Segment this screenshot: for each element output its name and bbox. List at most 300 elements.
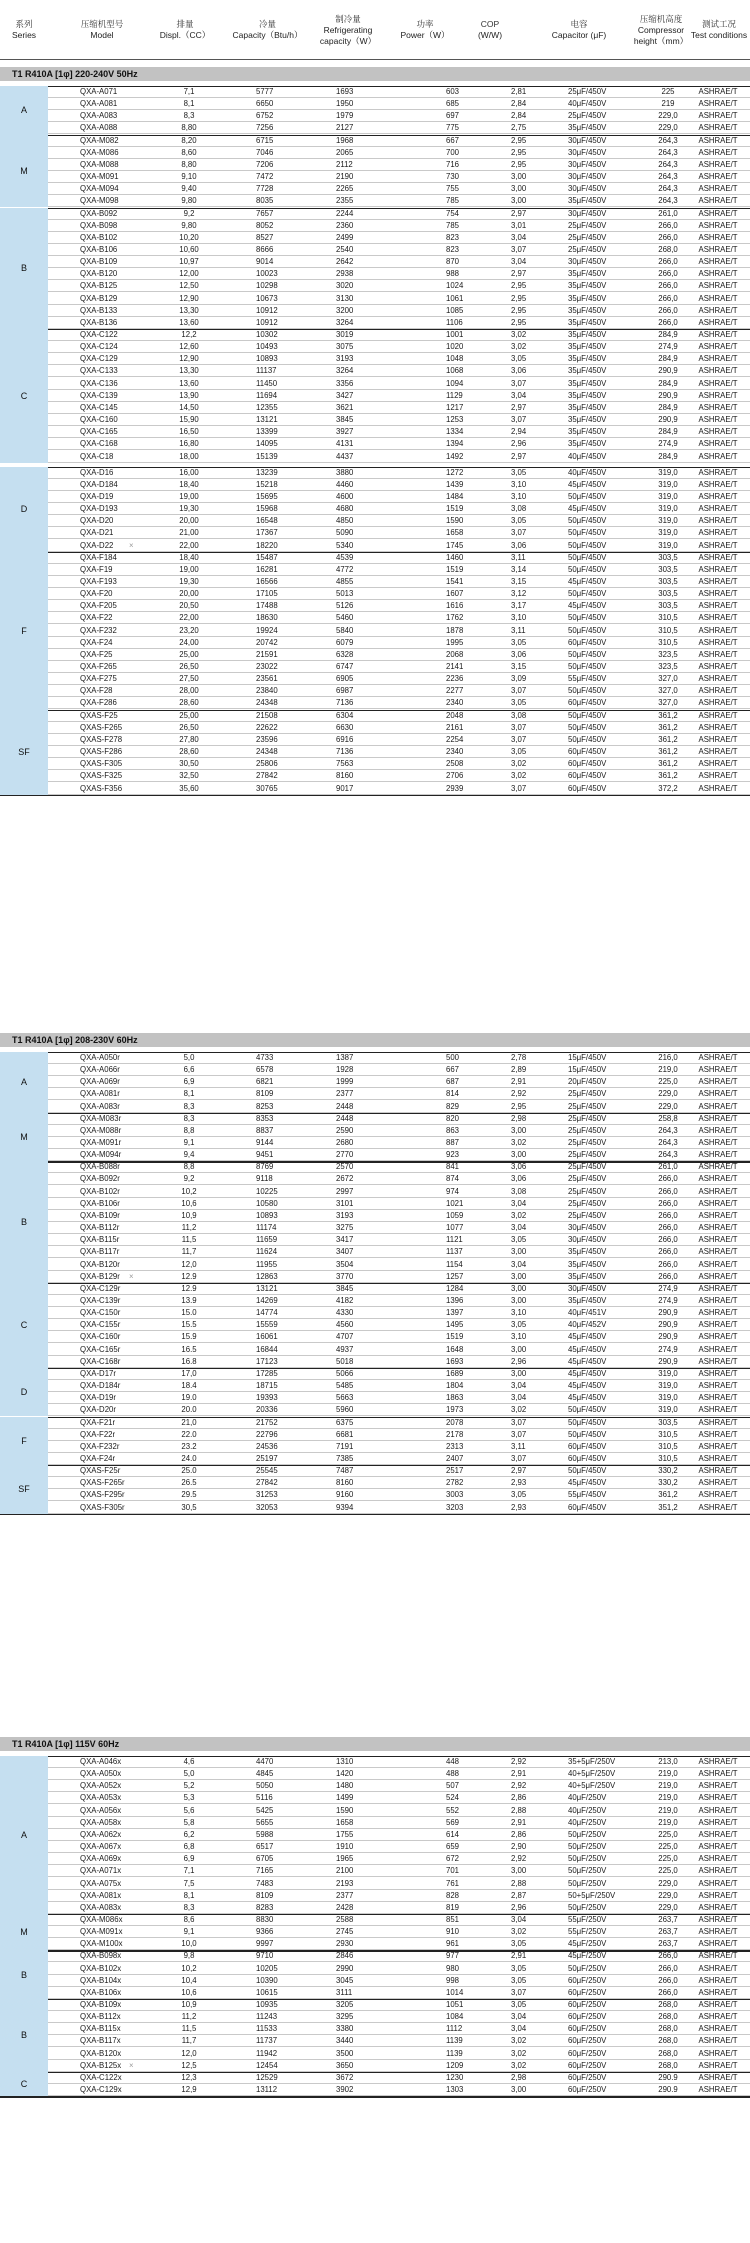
table-row	[48, 1805, 750, 1817]
cell-capa: 35μF/450V	[568, 269, 607, 279]
cell-model: QXA-A046x	[80, 1757, 122, 1766]
cell-pow: 1061	[446, 293, 464, 303]
cell-capa: 45μF/450V	[568, 1332, 607, 1342]
cell-cop: 3,04	[511, 390, 527, 400]
cell-disp: 5,6	[183, 1805, 195, 1815]
cell-rcap: 3500	[336, 2048, 354, 2058]
cell-cap: 8353	[256, 1113, 274, 1123]
cell-cap: 10390	[256, 1975, 278, 1985]
cell-cop: 3,02	[511, 771, 527, 781]
cell-cap: 6752	[256, 111, 274, 121]
cell-cop: 3,00	[511, 1368, 527, 1378]
cell-capa: 25μF/450V	[568, 1138, 607, 1148]
table-row	[48, 783, 750, 795]
cell-test: ASHRAE/T	[698, 305, 738, 315]
cell-disp: 8,1	[183, 1890, 195, 1900]
cell-pow: 1616	[446, 601, 464, 611]
note-mark: ×	[129, 540, 134, 550]
section-end-divider	[0, 795, 750, 796]
cell-test: ASHRAE/T	[698, 1914, 738, 1924]
cell-test: ASHRAE/T	[698, 317, 738, 327]
cell-rcap: 2112	[336, 159, 353, 169]
cell-cap: 11174	[256, 1223, 277, 1233]
cell-cop: 3,00	[511, 1295, 527, 1305]
table-row	[48, 195, 750, 207]
cell-rcap: 1968	[336, 135, 354, 145]
cell-model: QXA-M094r	[80, 1150, 122, 1160]
cell-test: ASHRAE/T	[698, 1259, 738, 1269]
cell-disp: 23,20	[179, 625, 199, 635]
cell-pow: 2340	[446, 747, 464, 757]
cell-rcap: 1910	[336, 1842, 354, 1852]
cell-capa: 50μF/450V	[568, 710, 607, 720]
cell-hgt: 303,5	[658, 576, 678, 586]
cell-capa: 50μF/450V	[568, 1405, 607, 1415]
cell-rcap: 3020	[336, 281, 354, 291]
cell-model: QXA-F25	[80, 649, 113, 659]
cell-cop: 3,02	[511, 330, 527, 339]
cell-hgt: 213,0	[658, 1757, 678, 1766]
cell-hgt: 284,9	[658, 330, 678, 339]
cell-disp: 12,60	[179, 342, 199, 352]
cell-pow: 697	[446, 111, 460, 121]
cell-cap: 11955	[256, 1259, 278, 1269]
cell-pow: 1658	[446, 528, 464, 538]
cell-cap: 10023	[256, 269, 278, 279]
cell-disp: 30,5	[181, 1502, 197, 1512]
table-row	[48, 697, 750, 709]
cell-rcap: 5018	[336, 1356, 354, 1366]
cell-capa: 55μF/250V	[568, 1927, 607, 1937]
cell-rcap: 1979	[336, 111, 354, 121]
series-group	[0, 208, 750, 330]
cell-test: ASHRAE/T	[698, 2060, 738, 2070]
cell-rcap: 5340	[336, 540, 354, 550]
cell-disp: 8,6	[183, 1914, 195, 1924]
cell-pow: 998	[446, 1975, 460, 1985]
table-row	[48, 673, 750, 685]
series-group	[0, 135, 750, 208]
cell-disp: 35,60	[179, 783, 199, 793]
cell-cap: 23840	[256, 686, 278, 696]
cell-model: QXA-M088	[80, 159, 119, 169]
table-row	[48, 183, 750, 195]
cell-hgt: 219,0	[658, 1817, 678, 1827]
header-capacitor: 电容 Capacitor (μF)	[551, 19, 607, 40]
cell-cap: 4733	[256, 1053, 274, 1062]
cell-cop: 2,90	[511, 1842, 527, 1852]
cell-cop: 3,02	[511, 1927, 527, 1937]
series-group	[0, 467, 750, 552]
cell-rcap: 2997	[336, 1186, 354, 1196]
cell-hgt: 229,0	[658, 1089, 678, 1099]
cell-disp: 26,50	[179, 662, 199, 672]
cell-test: ASHRAE/T	[698, 576, 738, 586]
cell-hgt: 229,0	[658, 1890, 678, 1900]
series-label: F	[0, 552, 48, 710]
table-row	[48, 1987, 750, 1999]
cell-pow: 1077	[446, 1223, 464, 1233]
cell-capa: 35μF/450V	[568, 342, 607, 352]
cell-disp: 10,97	[179, 257, 199, 267]
series-label: SF	[0, 710, 48, 795]
cell-model: QXA-C133	[80, 366, 118, 376]
cell-rcap: 1755	[336, 1829, 354, 1839]
cell-capa: 20μF/450V	[568, 1077, 607, 1087]
cell-capa: 50μF/450V	[568, 625, 607, 635]
cell-disp: 21,0	[181, 1417, 197, 1427]
cell-capa: 60μF/250V	[568, 2072, 607, 2082]
cell-rcap: 4539	[336, 552, 354, 562]
table-row	[48, 390, 750, 402]
cell-model: QXA-B092	[80, 208, 118, 218]
table-row	[48, 2035, 750, 2047]
cell-test: ASHRAE/T	[698, 1283, 738, 1293]
cell-model: QXA-A069x	[80, 1854, 122, 1864]
cell-test: ASHRAE/T	[698, 1502, 738, 1512]
cell-cap: 17488	[256, 601, 278, 611]
cell-pow: 2939	[446, 783, 464, 793]
cell-disp: 6,6	[183, 1065, 195, 1075]
cell-hgt: 264,3	[658, 135, 678, 145]
cell-hgt: 266,0	[658, 1259, 678, 1269]
table-row	[48, 1259, 750, 1271]
cell-model: QXA-F232r	[80, 1441, 120, 1451]
table-row	[48, 365, 750, 377]
table-row	[48, 1780, 750, 1792]
cell-test: ASHRAE/T	[698, 451, 738, 461]
cell-hgt: 290,9	[658, 1320, 678, 1330]
cell-pow: 1519	[446, 504, 464, 514]
cell-disp: 9,40	[181, 184, 197, 194]
cell-test: ASHRAE/T	[698, 1344, 738, 1354]
cell-capa: 25μF/450V	[568, 1125, 607, 1135]
table-row	[48, 220, 750, 232]
cell-pow: 863	[446, 1125, 460, 1135]
cell-pow: 1460	[446, 552, 464, 562]
cell-cap: 15139	[256, 451, 278, 461]
cell-capa: 60μF/450V	[568, 747, 607, 757]
cell-rcap: 2190	[336, 172, 354, 182]
table-row	[48, 661, 750, 673]
cell-rcap: 6375	[336, 1417, 354, 1427]
cell-model: QXA-F205	[80, 601, 117, 611]
cell-disp: 7,1	[183, 1866, 195, 1876]
cell-test: ASHRAE/T	[698, 1781, 738, 1791]
cell-model: QXA-B109x	[80, 2000, 122, 2009]
cell-rcap: 5485	[336, 1381, 354, 1391]
cell-cop: 3,00	[511, 1271, 527, 1281]
cell-test: ASHRAE/T	[698, 1963, 738, 1973]
cell-hgt: 327,0	[658, 686, 678, 696]
cell-pow: 2277	[446, 686, 464, 696]
cell-cop: 2,92	[511, 1089, 527, 1099]
cell-cap: 7256	[256, 123, 274, 133]
cell-cap: 30765	[256, 783, 278, 793]
cell-cop: 3,00	[511, 1344, 527, 1354]
cell-hgt: 284,9	[658, 402, 678, 412]
cell-hgt: 361,2	[658, 710, 678, 720]
cell-cap: 25545	[256, 1466, 278, 1476]
cell-model: QXAS-F325	[80, 771, 123, 781]
cell-test: ASHRAE/T	[698, 1332, 738, 1342]
cell-hgt: 219,0	[658, 1065, 678, 1075]
cell-disp: 10,60	[179, 244, 199, 254]
cell-disp: 8,1	[183, 99, 195, 109]
cell-disp: 7,1	[183, 87, 195, 96]
cell-hgt: 274,9	[658, 1295, 678, 1305]
cell-model: QXA-C129	[80, 354, 118, 364]
cell-rcap: 3111	[336, 1987, 353, 1997]
cell-capa: 40μF/451V	[568, 1308, 607, 1318]
cell-test: ASHRAE/T	[698, 293, 738, 303]
cell-cap: 20336	[256, 1405, 278, 1415]
cell-rcap: 3427	[336, 390, 354, 400]
cell-disp: 22,00	[179, 540, 199, 550]
cell-rcap: 1928	[336, 1065, 354, 1075]
cell-pow: 1020	[446, 342, 464, 352]
cell-test: ASHRAE/T	[698, 662, 738, 672]
cell-model: QXA-C122x	[80, 2072, 122, 2082]
cell-capa: 35μF/450V	[568, 354, 607, 364]
cell-disp: 25,00	[179, 649, 199, 659]
cell-disp: 9,1	[183, 1138, 195, 1148]
cell-cop: 3,05	[511, 2000, 527, 2009]
cell-capa: 50μF/450V	[568, 722, 607, 732]
cell-disp: 8,8	[183, 1162, 195, 1172]
cell-pow: 828	[446, 1890, 460, 1900]
cell-cop: 3,10	[511, 1332, 527, 1342]
cell-hgt: 319,0	[658, 540, 678, 550]
cell-test: ASHRAE/T	[698, 1125, 738, 1135]
cell-cop: 3,04	[511, 1259, 527, 1269]
cell-model: QXA-M091r	[80, 1138, 122, 1148]
cell-capa: 60μF/250V	[568, 2000, 607, 2009]
table-row	[48, 637, 750, 649]
cell-test: ASHRAE/T	[698, 1381, 738, 1391]
cell-rcap: 2448	[336, 1113, 354, 1123]
cell-cop: 3,07	[511, 378, 527, 388]
cell-hgt: 361,2	[658, 1490, 678, 1500]
cell-model: QXA-C139r	[80, 1295, 121, 1305]
cell-capa: 40μF/452V	[568, 1320, 607, 1330]
series-group	[0, 1113, 750, 1162]
cell-model: QXA-B106x	[80, 1987, 122, 1997]
cell-pow: 1106	[446, 317, 463, 327]
table-row	[48, 1052, 750, 1064]
cell-hgt: 310,5	[658, 1453, 678, 1463]
cell-disp: 12,00	[179, 269, 199, 279]
cell-capa: 35μF/450V	[568, 1271, 607, 1281]
cell-hgt: 266,0	[658, 1223, 678, 1233]
cell-pow: 754	[446, 208, 460, 218]
cell-test: ASHRAE/T	[698, 1295, 738, 1305]
cell-pow: 1094	[446, 378, 464, 388]
cell-test: ASHRAE/T	[698, 516, 738, 526]
series-label: A	[0, 1052, 48, 1113]
cell-pow: 974	[446, 1186, 460, 1196]
cell-rcap: 7385	[336, 1453, 354, 1463]
cell-disp: 5,0	[183, 1769, 195, 1779]
cell-disp: 9,1	[183, 1927, 195, 1937]
cell-pow: 851	[446, 1914, 460, 1924]
table-row	[48, 1368, 750, 1380]
cell-disp: 12,3	[181, 2072, 197, 2082]
table-row	[48, 86, 750, 98]
cell-cap: 10893	[256, 354, 278, 364]
table-row	[48, 1878, 750, 1890]
cell-cap: 6578	[256, 1065, 274, 1075]
cell-test: ASHRAE/T	[698, 1890, 738, 1900]
cell-rcap: 3845	[336, 415, 354, 425]
cell-cap: 15559	[256, 1320, 278, 1330]
cell-cap: 16566	[256, 576, 278, 586]
cell-disp: 24.0	[181, 1453, 197, 1463]
cell-rcap: 3417	[336, 1235, 354, 1245]
cell-disp: 9,2	[183, 1174, 195, 1184]
cell-cop: 3,08	[511, 1186, 527, 1196]
cell-model: QXA-C124	[80, 342, 118, 352]
cell-cop: 2,95	[511, 281, 527, 291]
cell-cap: 17367	[256, 528, 278, 538]
cell-cap: 32053	[256, 1502, 278, 1512]
cell-pow: 3203	[446, 1502, 464, 1512]
series-label: M	[0, 1113, 48, 1162]
cell-cop: 3,05	[511, 1963, 527, 1973]
table-row	[48, 1963, 750, 1975]
cell-model: QXA-B133	[80, 305, 118, 315]
table-row	[48, 451, 750, 463]
cell-hgt: 263,7	[658, 1939, 678, 1949]
cell-capa: 30μF/450V	[568, 135, 607, 145]
cell-hgt: 330,2	[658, 1478, 678, 1488]
cell-model: QXA-M100x	[80, 1939, 123, 1949]
cell-hgt: 319,0	[658, 1381, 678, 1391]
table-row	[48, 734, 750, 746]
cell-disp: 16.8	[181, 1356, 197, 1366]
cell-model: QXA-B120x	[80, 2048, 122, 2058]
section-title: T1 R410A [1φ] 220-240V 50Hz	[0, 67, 750, 81]
cell-test: ASHRAE/T	[698, 147, 738, 157]
cell-cap: 21591	[256, 649, 278, 659]
cell-model: QXA-C165	[80, 427, 118, 437]
cell-rcap: 7136	[336, 698, 354, 708]
cell-model: QXA-A088	[80, 123, 118, 133]
cell-model: QXA-B106	[80, 244, 118, 254]
cell-hgt: 290.9	[658, 2085, 678, 2095]
table-row	[48, 758, 750, 770]
cell-pow: 980	[446, 1963, 460, 1973]
cell-test: ASHRAE/T	[698, 625, 738, 635]
series-group	[0, 329, 750, 463]
cell-cap: 6715	[256, 135, 274, 145]
cell-hgt: 319,0	[658, 1368, 678, 1378]
cell-cop: 3,10	[511, 479, 527, 489]
cell-hgt: 268,0	[658, 2024, 678, 2034]
cell-cop: 2,91	[511, 1817, 527, 1827]
cell-hgt: 310,5	[658, 1441, 678, 1451]
cell-cap: 10493	[256, 342, 278, 352]
cell-rcap: 9394	[336, 1502, 354, 1512]
table-row	[48, 1064, 750, 1076]
cell-test: ASHRAE/T	[698, 1939, 738, 1949]
cell-rcap: 3130	[336, 293, 354, 303]
cell-test: ASHRAE/T	[698, 1247, 738, 1257]
cell-capa: 35μF/450V	[568, 317, 607, 327]
table-row	[48, 438, 750, 450]
cell-disp: 12,0	[181, 2048, 197, 2058]
cell-hgt: 303,5	[658, 589, 678, 599]
cell-capa: 60μF/250V	[568, 2085, 607, 2095]
cell-cap: 11137	[256, 366, 277, 376]
cell-capa: 35μF/450V	[568, 196, 607, 206]
cell-model: QXA-B102x	[80, 1963, 122, 1973]
cell-cop: 3,15	[511, 662, 527, 672]
cell-test: ASHRAE/T	[698, 686, 738, 696]
cell-cop: 3,06	[511, 540, 527, 550]
cell-test: ASHRAE/T	[698, 342, 738, 352]
table-row	[48, 1417, 750, 1429]
cell-test: ASHRAE/T	[698, 528, 738, 538]
cell-hgt: 264,3	[658, 1150, 678, 1160]
cell-capa: 35μF/450V	[568, 281, 607, 291]
cell-test: ASHRAE/T	[698, 390, 738, 400]
cell-hgt: 290,9	[658, 415, 678, 425]
series-label: A	[0, 86, 48, 135]
cell-disp: 10,9	[181, 1210, 197, 1220]
cell-test: ASHRAE/T	[698, 1393, 738, 1403]
cell-disp: 26,50	[179, 722, 199, 732]
cell-capa: 45μF/450V	[568, 1368, 607, 1378]
cell-cap: 14269	[256, 1295, 278, 1305]
cell-cap: 10615	[256, 1987, 278, 1997]
cell-hgt: 225,0	[658, 1842, 678, 1852]
cell-hgt: 303,5	[658, 552, 678, 562]
cell-cap: 4470	[256, 1757, 274, 1766]
cell-model: QXAS-F278	[80, 734, 123, 744]
table-row	[48, 746, 750, 758]
cell-disp: 26.5	[181, 1478, 197, 1488]
cell-capa: 40+5μF/250V	[568, 1769, 616, 1779]
cell-model: QXA-C165r	[80, 1344, 121, 1354]
cell-test: ASHRAE/T	[698, 759, 738, 769]
cell-pow: 1048	[446, 354, 464, 364]
table-row	[48, 341, 750, 353]
cell-capa: 35μF/450V	[568, 439, 607, 449]
table-row	[48, 329, 750, 341]
table-row	[48, 402, 750, 414]
cell-cop: 3,00	[511, 172, 527, 182]
cell-disp: 22.0	[181, 1429, 197, 1439]
cell-cap: 23561	[256, 674, 278, 684]
series-label: B	[0, 1161, 48, 1283]
cell-capa: 30μF/450V	[568, 257, 607, 267]
cell-capa: 40μF/250V	[568, 1805, 607, 1815]
cell-cop: 3,02	[511, 759, 527, 769]
cell-model: QXA-A050r	[80, 1053, 120, 1062]
cell-rcap: 2770	[336, 1150, 354, 1160]
cell-disp: 19,00	[179, 564, 199, 574]
cell-rcap: 1310	[336, 1757, 354, 1766]
cell-hgt: 225,0	[658, 1077, 678, 1087]
cell-cap: 8666	[256, 244, 274, 254]
cell-test: ASHRAE/T	[698, 479, 738, 489]
cell-model: QXA-D19	[80, 491, 114, 501]
cell-pow: 1541	[446, 576, 464, 586]
cell-disp: 23.2	[181, 1441, 197, 1451]
cell-model: QXA-D184r	[80, 1381, 121, 1391]
cell-hgt: 268,0	[658, 2012, 678, 2022]
